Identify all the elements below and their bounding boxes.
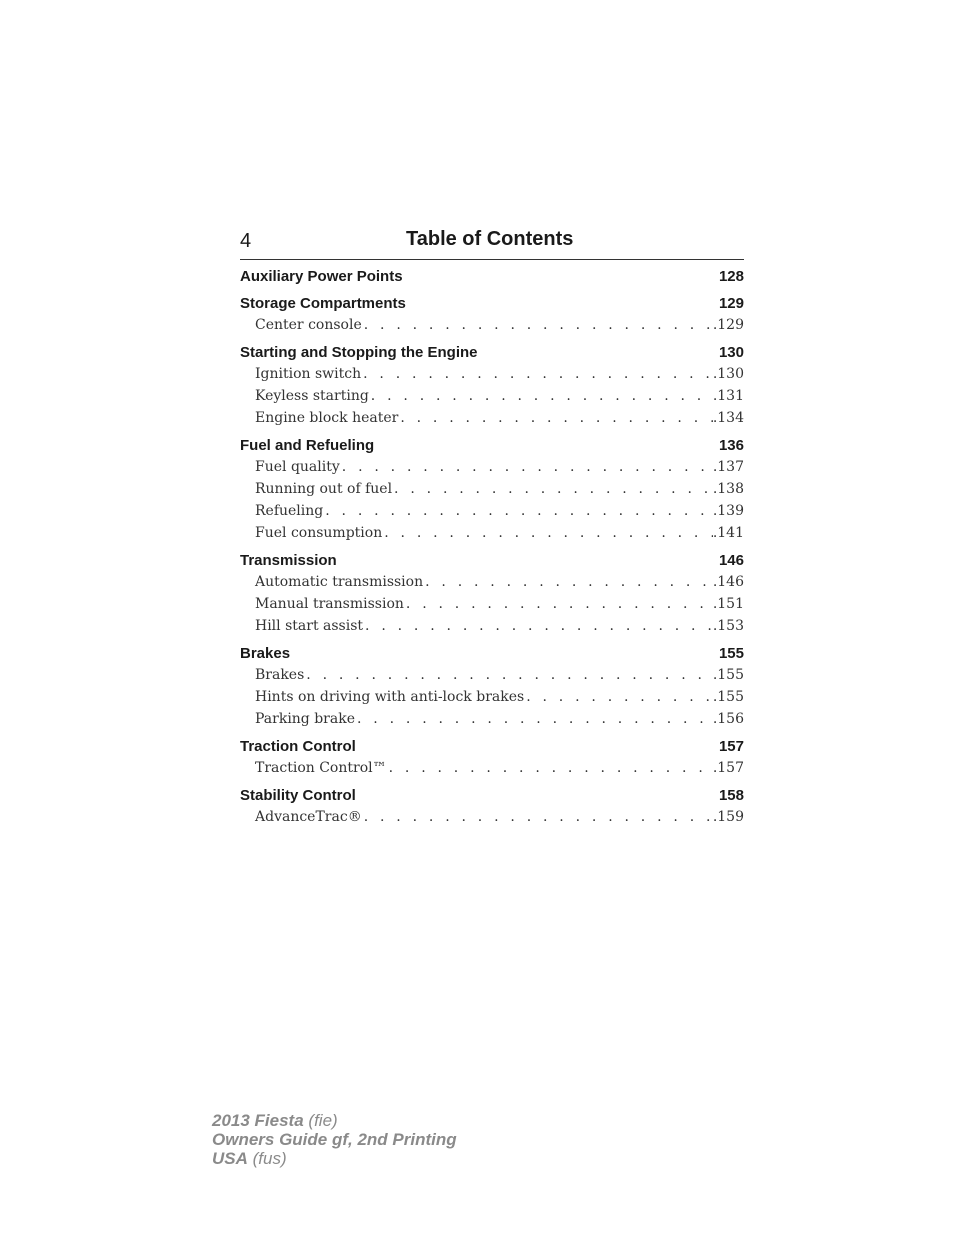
toc-section <box>240 342 744 429</box>
toc-section <box>240 550 744 637</box>
entry-page-number: .137 <box>712 459 744 475</box>
section-heading[interactable] <box>240 435 744 456</box>
dot-leader <box>361 363 713 385</box>
dot-leader <box>323 500 713 522</box>
toc-entry[interactable] <box>240 456 744 478</box>
dot-leader <box>387 757 713 779</box>
toc-entry[interactable] <box>240 686 744 708</box>
entry-title: Fuel consumption <box>255 525 383 541</box>
footer-region-code: (fus) <box>252 1149 287 1168</box>
toc-section <box>240 785 744 828</box>
entry-page-number: .138 <box>712 481 744 497</box>
page-header <box>240 228 744 258</box>
entry-page-number: .146 <box>712 574 744 590</box>
entry-page-number: .139 <box>712 503 744 519</box>
entry-page-number: .134 <box>712 410 744 426</box>
toc-entry[interactable] <box>240 385 744 407</box>
dot-leader <box>362 314 713 336</box>
entry-title: Hill start assist <box>255 618 364 634</box>
table-of-contents <box>240 266 744 834</box>
dot-leader <box>369 385 713 407</box>
footer-line-guide <box>212 1130 457 1149</box>
entry-title: Automatic transmission <box>255 574 424 590</box>
toc-entry[interactable] <box>240 478 744 500</box>
toc-entry[interactable] <box>240 664 744 686</box>
toc-entry[interactable] <box>240 757 744 779</box>
toc-entry[interactable] <box>240 593 744 615</box>
footer-guide: Owners Guide gf, 2nd Printing <box>212 1130 457 1149</box>
entry-title: AdvanceTrac® <box>255 809 362 825</box>
section-title: Stability Control <box>240 787 356 804</box>
section-page-number: 146 <box>718 552 744 569</box>
entry-title: Ignition switch <box>255 366 362 382</box>
dot-leader <box>398 407 713 429</box>
section-page-number: 129 <box>718 295 744 312</box>
footer-model-code: (fie) <box>308 1111 338 1130</box>
section-heading[interactable] <box>240 266 744 287</box>
dot-leader <box>392 478 713 500</box>
entry-page-number: .130 <box>712 366 744 382</box>
toc-entry[interactable] <box>240 363 744 385</box>
dot-leader <box>382 522 713 544</box>
entry-page-number: .153 <box>712 618 744 634</box>
dot-leader <box>524 686 713 708</box>
toc-entry[interactable] <box>240 615 744 637</box>
entry-title: Fuel quality <box>255 459 340 475</box>
dot-leader <box>404 593 713 615</box>
header-divider <box>240 259 744 260</box>
entry-title: Engine block heater <box>255 410 399 426</box>
section-page-number: 157 <box>718 738 744 755</box>
section-title: Transmission <box>240 552 337 569</box>
dot-leader <box>362 806 713 828</box>
section-heading[interactable] <box>240 293 744 314</box>
toc-section <box>240 266 744 287</box>
section-title: Traction Control <box>240 738 356 755</box>
section-title: Storage Compartments <box>240 295 406 312</box>
entry-page-number: .159 <box>712 809 744 825</box>
section-heading[interactable] <box>240 736 744 757</box>
entry-title: Parking brake <box>255 711 355 727</box>
entry-title: Center console <box>255 317 362 333</box>
footer-line-model <box>212 1111 457 1130</box>
toc-entry[interactable] <box>240 571 744 593</box>
entry-page-number: .151 <box>712 596 744 612</box>
footer-model: 2013 Fiesta <box>212 1111 304 1130</box>
dot-leader <box>423 571 713 593</box>
entry-title: Hints on driving with anti-lock brakes <box>255 689 525 705</box>
entry-page-number: .129 <box>712 317 744 333</box>
section-page-number: 155 <box>718 645 744 662</box>
toc-entry[interactable] <box>240 806 744 828</box>
section-heading[interactable] <box>240 342 744 363</box>
entry-title: Traction Control™ <box>255 760 387 776</box>
entry-page-number: .131 <box>712 388 744 404</box>
section-heading[interactable] <box>240 550 744 571</box>
section-title: Fuel and Refueling <box>240 437 375 454</box>
section-page-number: 128 <box>718 268 744 285</box>
entry-page-number: .141 <box>712 525 744 541</box>
dot-leader <box>304 664 713 686</box>
toc-section <box>240 643 744 730</box>
entry-page-number: .155 <box>712 689 744 705</box>
entry-title: Manual transmission <box>255 596 404 612</box>
toc-section <box>240 293 744 336</box>
entry-page-number: .156 <box>712 711 744 727</box>
toc-entry[interactable] <box>240 708 744 730</box>
page-number: 4 <box>240 230 252 252</box>
dot-leader <box>340 456 713 478</box>
toc-entry[interactable] <box>240 500 744 522</box>
section-title: Starting and Stopping the Engine <box>240 344 478 361</box>
toc-entry[interactable] <box>240 522 744 544</box>
toc-entry[interactable] <box>240 314 744 336</box>
footer-line-region <box>212 1149 457 1168</box>
page-title: Table of Contents <box>406 228 574 250</box>
section-title: Brakes <box>240 645 291 662</box>
section-page-number: 130 <box>718 344 744 361</box>
section-heading[interactable] <box>240 643 744 664</box>
document-footer <box>212 1111 457 1168</box>
entry-title: Keyless starting <box>255 388 369 404</box>
entry-title: Running out of fuel <box>255 481 393 497</box>
entry-page-number: .157 <box>712 760 744 776</box>
dot-leader <box>363 615 713 637</box>
section-page-number: 158 <box>718 787 744 804</box>
entry-title: Refueling <box>255 503 324 519</box>
entry-title: Brakes <box>255 667 305 683</box>
toc-section <box>240 435 744 544</box>
dot-leader <box>355 708 713 730</box>
toc-entry[interactable] <box>240 407 744 429</box>
footer-region: USA <box>212 1149 248 1168</box>
section-page-number: 136 <box>718 437 744 454</box>
toc-section <box>240 736 744 779</box>
section-title: Auxiliary Power Points <box>240 268 403 285</box>
section-heading[interactable] <box>240 785 744 806</box>
entry-page-number: .155 <box>712 667 744 683</box>
